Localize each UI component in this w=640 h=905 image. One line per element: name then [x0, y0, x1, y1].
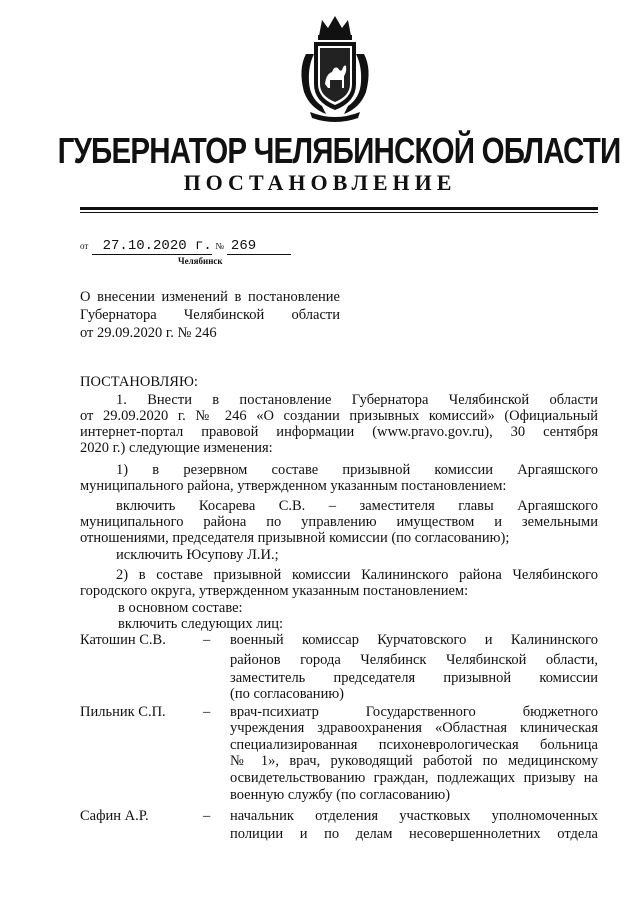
paragraph-line: муниципального района по управлению имуществом и земельными [80, 514, 598, 530]
subject-line: Губернатора Челябинской области [80, 307, 340, 323]
person-description-line: № 1», врач, руководящий работой по медицинскому [230, 753, 598, 769]
dash: – [203, 704, 211, 720]
person-name: Сафин А.Р. [80, 808, 149, 824]
subject-line: от 29.09.2020 г. № 246 [80, 325, 217, 341]
governor-title: ГУБЕРНАТОР ЧЕЛЯБИНСКОЙ ОБЛАСТИ [57, 130, 621, 171]
header-rule-thick [80, 207, 598, 210]
paragraph-line: отношениями, председателя призывной комиссии (по согласованию); [80, 530, 510, 546]
person-description-line: освидетельствованию граждан, подлежащих призыву на [230, 770, 598, 786]
paragraph-line: 2020 г.) следующие изменения: [80, 440, 273, 456]
person-description-line: районов города Челябинск Челябинской области, [230, 652, 598, 668]
paragraph-line: включить Косарева С.В. – заместителя главы Аргаяшского [116, 498, 598, 514]
person-description-line: врач-психиатр Государственного бюджетного [230, 704, 598, 720]
paragraph-line: 1. Внести в постановление Губернатора Челябинской области [116, 392, 598, 408]
person-name: Пильник С.П. [80, 704, 166, 720]
person-name: Катошин С.В. [80, 632, 166, 648]
date-number-row [80, 238, 291, 255]
person-description-line: полиции и по делам несовершеннолетних отдела [230, 826, 598, 842]
document-subject [80, 288, 340, 342]
person-description-line: специализированная психоневрологическая больница [230, 737, 598, 753]
person-description-line: заместитель председателя призывной комиссии [230, 670, 598, 686]
city: Челябинск [178, 256, 223, 266]
paragraph-line: в основном составе: [118, 600, 243, 616]
paragraph-line: городского округа, утвержденном указанным постановлением: [80, 583, 469, 599]
date-prefix: от [80, 241, 89, 251]
paragraph-line: 1) в резервном составе призывной комиссии Аргаяшского [116, 462, 598, 478]
document-type: ПОСТАНОВЛЕНИЕ [183, 170, 457, 195]
paragraph-line: включить следующих лиц: [118, 616, 283, 632]
subject-line: О внесении изменений в постановление [80, 289, 340, 305]
coat-of-arms-emblem [292, 14, 378, 122]
paragraph-line: исключить Юсупову Л.И.; [116, 547, 279, 563]
dash: – [203, 808, 211, 824]
document-number: 269 [230, 238, 257, 254]
paragraph-line: муниципального района, утвержденном указанным постановлением: [80, 478, 507, 494]
decree-word: ПОСТАНОВЛЯЮ: [80, 374, 198, 390]
paragraph-line: 2) в составе призывной комиссии Калининского района Челябинского [116, 567, 598, 583]
date-field [92, 238, 212, 255]
number-prefix: № [215, 241, 224, 251]
dash: – [203, 632, 211, 648]
person-description-line: военный комиссар Курчатовского и Калининского [230, 632, 598, 648]
person-description-line: начальник отделения участковых уполномоченных [230, 808, 598, 824]
number-field [227, 238, 291, 255]
person-description-line: военную службу (по согласованию) [230, 787, 451, 803]
header-rule-thin [80, 212, 598, 213]
paragraph-line: интернет-портал правовой информации (www.pravo.gov.ru), 30 сентября [80, 424, 598, 440]
document-date: 27.10.2020 г. [102, 238, 212, 254]
person-description-line: учреждения здравоохранения «Областная клиническая [230, 720, 598, 736]
paragraph-line: от 29.09.2020 г. № 246 «О создании призывных комиссий» (Официальный [80, 408, 598, 424]
person-description-line: (по согласованию) [230, 686, 344, 702]
